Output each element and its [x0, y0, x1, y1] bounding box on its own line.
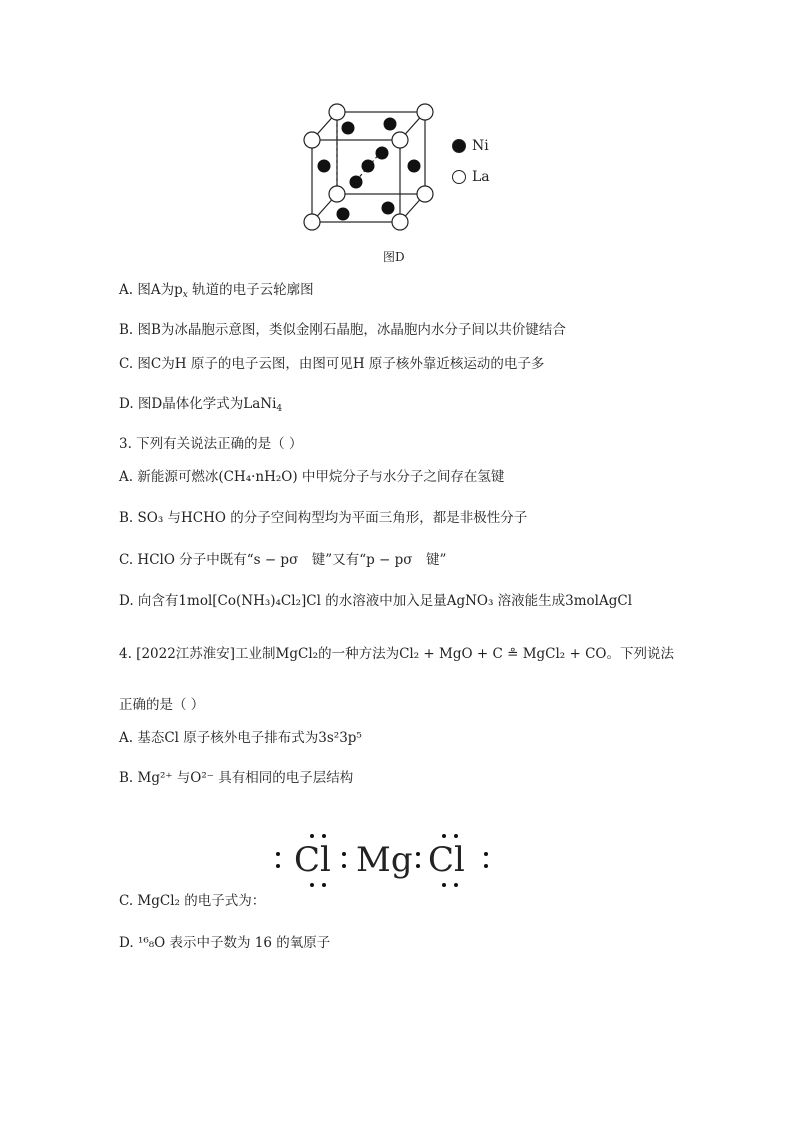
q4-option-a: A. 基态Cl 原子核外电子排布式为3s²3p⁵ — [119, 730, 362, 746]
q2-option-b: B. 图B为冰晶胞示意图，类似金刚石晶胞，冰晶胞内水分子间以共价键结合 — [119, 322, 566, 338]
crystal-cell-diagram — [290, 98, 450, 238]
legend-ni — [452, 130, 490, 161]
lewis-mg: Mg — [356, 840, 413, 880]
q2-option-c: C. 图C为H 原子的电子云图，由图可见H 原子核外靠近核运动的电子多 — [119, 356, 545, 372]
q3-option-c: C. HClO 分子中既有“s − pσ 键”又有“p − pσ 键” — [119, 552, 447, 568]
white-circle-icon — [452, 170, 466, 184]
lewis-cl-right: Cl — [428, 840, 465, 880]
q3-option-d: D. 向含有1mol[Co(NH₃)₄Cl₂]Cl 的水溶液中加入足量AgNO₃ 溶液能生成3molAgCl — [119, 593, 633, 609]
legend-label-la: La — [472, 168, 490, 185]
legend-label-ni: Ni — [472, 137, 489, 154]
legend-la — [452, 161, 490, 192]
black-circle-icon — [452, 139, 466, 153]
legend — [452, 130, 490, 192]
q4-stem-cont: 正确的是（ ） — [119, 697, 205, 713]
lewis-cl-left: Cl — [294, 840, 331, 880]
q2-d-text: D. 图D晶体化学式为LaNi — [119, 396, 277, 412]
q4-stem: 4. [2022江苏淮安]工业制MgCl₂的一种方法为Cl₂ + MgO + C ≗ MgCl₂ + CO。下列说法 — [119, 646, 675, 662]
q2-a-post: 轨道的电子云轮廓图 — [187, 282, 314, 298]
q3-stem: 3. 下列有关说法正确的是（ ） — [119, 436, 303, 452]
q3-option-a: A. 新能源可燃冰(CH₄·nH₂O) 中甲烷分子与水分子之间存在氢键 — [119, 469, 505, 485]
q2-d-sub: 4 — [276, 404, 283, 414]
q4-option-d: D. ¹⁶₈O 表示中子数为 16 的氧原子 — [119, 935, 331, 951]
q2-option-a — [119, 281, 314, 304]
q4-option-c: C. MgCl₂ 的电子式为： — [119, 893, 266, 909]
q2-a-sub: x — [182, 290, 188, 300]
q2-a-text: A. 图A为p — [119, 282, 183, 298]
q2-option-d — [119, 395, 282, 418]
q4-option-b: B. Mg²⁺ 与O²⁻ 具有相同的电子层结构 — [119, 770, 354, 786]
q3-option-b: B. SO₃ 与HCHO 的分子空间构型均为平面三角形，都是非极性分子 — [119, 510, 528, 526]
figure-caption: 图D — [383, 250, 405, 264]
lewis-structure-mgcl2 — [270, 828, 500, 888]
